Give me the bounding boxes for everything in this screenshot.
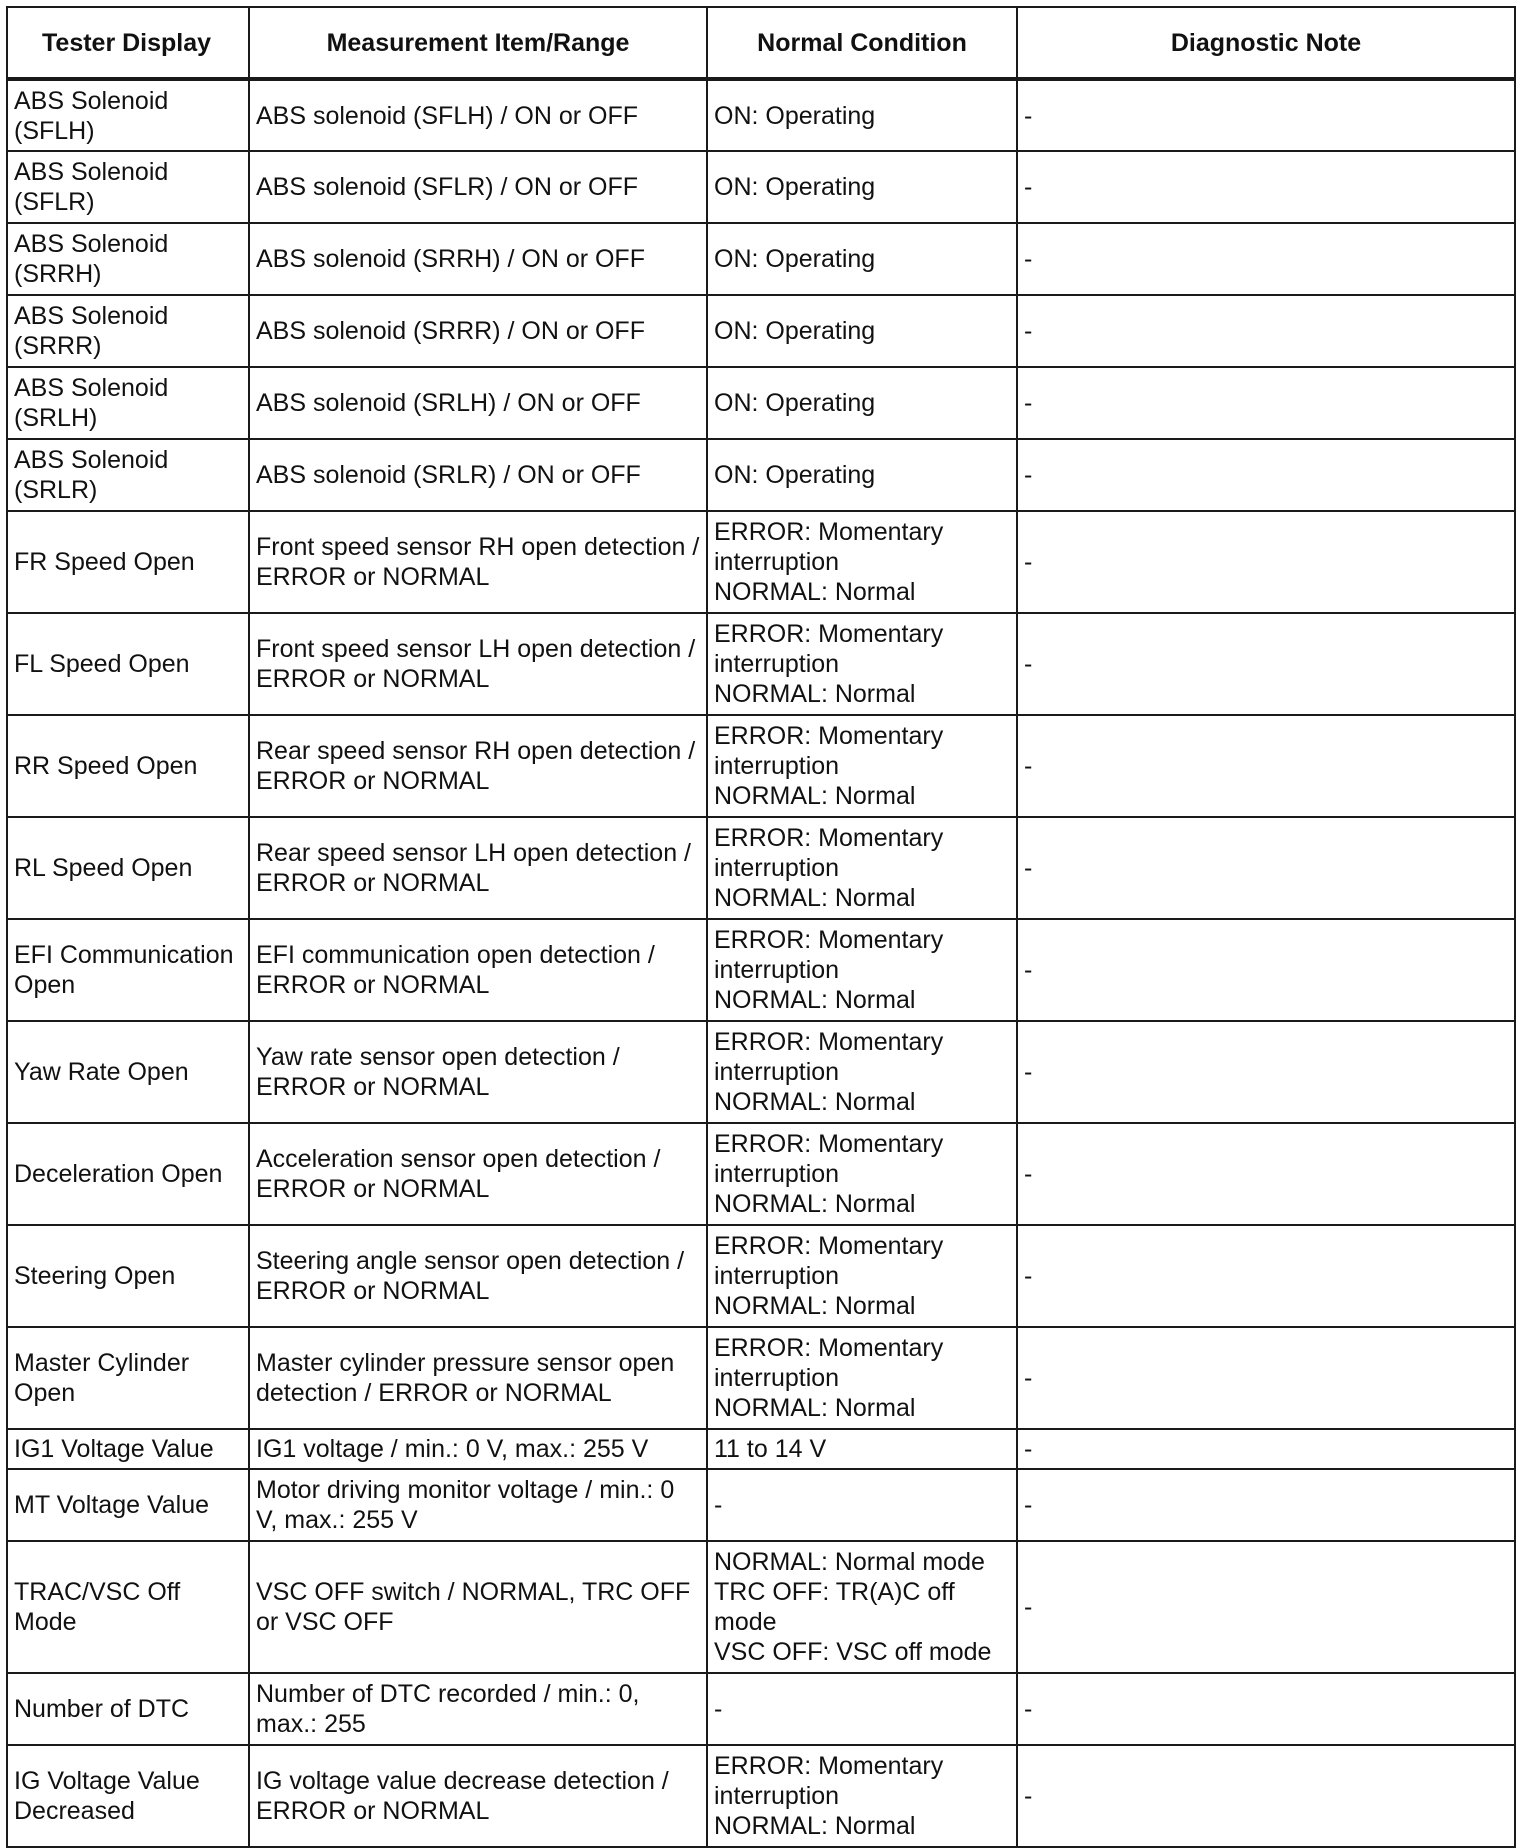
- cell-measurement-item: EFI communication open detection / ERROR or NORMAL: [249, 919, 707, 1021]
- table-row: [7, 1541, 1515, 1673]
- cell-measurement-item: Motor driving monitor voltage / min.: 0 V, max.: 255 V: [249, 1469, 707, 1541]
- cell-diagnostic-note: -: [1017, 919, 1515, 1021]
- table-row: [7, 511, 1515, 613]
- cell-diagnostic-note: -: [1017, 1469, 1515, 1541]
- table-row: [7, 367, 1515, 439]
- cell-diagnostic-note: -: [1017, 1123, 1515, 1225]
- table-row: [7, 439, 1515, 511]
- cell-tester-display: TRAC/VSC Off Mode: [7, 1541, 249, 1673]
- cell-measurement-item: ABS solenoid (SRRH) / ON or OFF: [249, 223, 707, 295]
- table-row: [7, 613, 1515, 715]
- cell-diagnostic-note: -: [1017, 511, 1515, 613]
- header-normal-condition: Normal Condition: [707, 7, 1017, 79]
- table-row: [7, 817, 1515, 919]
- table-row: [7, 295, 1515, 367]
- cell-normal-condition: ERROR: Momentary interruption NORMAL: Normal: [707, 1225, 1017, 1327]
- cell-diagnostic-note: -: [1017, 1327, 1515, 1429]
- cell-measurement-item: Rear speed sensor LH open detection / ERROR or NORMAL: [249, 817, 707, 919]
- cell-measurement-item: Number of DTC recorded / min.: 0, max.: 255: [249, 1673, 707, 1745]
- cell-tester-display: Yaw Rate Open: [7, 1021, 249, 1123]
- cell-tester-display: IG1 Voltage Value: [7, 1429, 249, 1469]
- cell-tester-display: FL Speed Open: [7, 613, 249, 715]
- cell-measurement-item: VSC OFF switch / NORMAL, TRC OFF or VSC OFF: [249, 1541, 707, 1673]
- table-row: [7, 1225, 1515, 1327]
- cell-normal-condition: ON: Operating: [707, 151, 1017, 223]
- table-row: [7, 715, 1515, 817]
- table-body: [7, 79, 1515, 1847]
- cell-diagnostic-note: -: [1017, 1021, 1515, 1123]
- cell-tester-display: Deceleration Open: [7, 1123, 249, 1225]
- table-row: [7, 151, 1515, 223]
- data-list-page: [6, 6, 1514, 1848]
- cell-tester-display: FR Speed Open: [7, 511, 249, 613]
- cell-tester-display: IG Voltage Value Decreased: [7, 1745, 249, 1847]
- table-row: [7, 1469, 1515, 1541]
- cell-measurement-item: IG1 voltage / min.: 0 V, max.: 255 V: [249, 1429, 707, 1469]
- table-header: [7, 7, 1515, 79]
- cell-tester-display: ABS Solenoid (SRRR): [7, 295, 249, 367]
- cell-normal-condition: ERROR: Momentary interruption NORMAL: Normal: [707, 715, 1017, 817]
- table-row: [7, 1327, 1515, 1429]
- table-row: [7, 79, 1515, 151]
- cell-diagnostic-note: -: [1017, 367, 1515, 439]
- cell-measurement-item: IG voltage value decrease detection / ERROR or NORMAL: [249, 1745, 707, 1847]
- header-tester-display: Tester Display: [7, 7, 249, 79]
- cell-diagnostic-note: -: [1017, 439, 1515, 511]
- cell-normal-condition: ERROR: Momentary interruption NORMAL: Normal: [707, 1021, 1017, 1123]
- cell-tester-display: ABS Solenoid (SFLR): [7, 151, 249, 223]
- cell-tester-display: EFI Communication Open: [7, 919, 249, 1021]
- cell-diagnostic-note: -: [1017, 79, 1515, 151]
- cell-tester-display: ABS Solenoid (SRLH): [7, 367, 249, 439]
- cell-tester-display: RR Speed Open: [7, 715, 249, 817]
- cell-normal-condition: ERROR: Momentary interruption NORMAL: Normal: [707, 1745, 1017, 1847]
- cell-normal-condition: ERROR: Momentary interruption NORMAL: Normal: [707, 1123, 1017, 1225]
- cell-measurement-item: ABS solenoid (SFLR) / ON or OFF: [249, 151, 707, 223]
- cell-diagnostic-note: -: [1017, 715, 1515, 817]
- cell-normal-condition: ERROR: Momentary interruption NORMAL: Normal: [707, 511, 1017, 613]
- cell-tester-display: ABS Solenoid (SRRH): [7, 223, 249, 295]
- cell-normal-condition: ERROR: Momentary interruption NORMAL: Normal: [707, 817, 1017, 919]
- cell-tester-display: Number of DTC: [7, 1673, 249, 1745]
- cell-normal-condition: ERROR: Momentary interruption NORMAL: Normal: [707, 613, 1017, 715]
- cell-diagnostic-note: -: [1017, 1673, 1515, 1745]
- cell-tester-display: ABS Solenoid (SRLR): [7, 439, 249, 511]
- cell-tester-display: RL Speed Open: [7, 817, 249, 919]
- cell-measurement-item: Front speed sensor RH open detection / ERROR or NORMAL: [249, 511, 707, 613]
- cell-measurement-item: ABS solenoid (SFLH) / ON or OFF: [249, 79, 707, 151]
- header-diagnostic-note: Diagnostic Note: [1017, 7, 1515, 79]
- cell-normal-condition: 11 to 14 V: [707, 1429, 1017, 1469]
- cell-normal-condition: -: [707, 1673, 1017, 1745]
- header-row: [7, 7, 1515, 79]
- cell-tester-display: ABS Solenoid (SFLH): [7, 79, 249, 151]
- cell-measurement-item: Front speed sensor LH open detection / ERROR or NORMAL: [249, 613, 707, 715]
- cell-measurement-item: ABS solenoid (SRRR) / ON or OFF: [249, 295, 707, 367]
- cell-normal-condition: ON: Operating: [707, 367, 1017, 439]
- cell-measurement-item: Acceleration sensor open detection / ERROR or NORMAL: [249, 1123, 707, 1225]
- table-row: [7, 1123, 1515, 1225]
- cell-normal-condition: ERROR: Momentary interruption NORMAL: Normal: [707, 1327, 1017, 1429]
- table-row: [7, 1673, 1515, 1745]
- cell-normal-condition: ON: Operating: [707, 295, 1017, 367]
- cell-measurement-item: ABS solenoid (SRLH) / ON or OFF: [249, 367, 707, 439]
- cell-normal-condition: ON: Operating: [707, 79, 1017, 151]
- cell-measurement-item: Steering angle sensor open detection / ERROR or NORMAL: [249, 1225, 707, 1327]
- cell-diagnostic-note: -: [1017, 1225, 1515, 1327]
- cell-diagnostic-note: -: [1017, 1541, 1515, 1673]
- cell-measurement-item: Master cylinder pressure sensor open detection / ERROR or NORMAL: [249, 1327, 707, 1429]
- cell-diagnostic-note: -: [1017, 1429, 1515, 1469]
- cell-normal-condition: ON: Operating: [707, 223, 1017, 295]
- data-list-table: [6, 6, 1516, 1848]
- cell-diagnostic-note: -: [1017, 1745, 1515, 1847]
- table-row: [7, 1021, 1515, 1123]
- header-measurement-item: Measurement Item/Range: [249, 7, 707, 79]
- cell-diagnostic-note: -: [1017, 223, 1515, 295]
- cell-tester-display: Steering Open: [7, 1225, 249, 1327]
- table-row: [7, 223, 1515, 295]
- table-row: [7, 1429, 1515, 1469]
- cell-measurement-item: Yaw rate sensor open detection / ERROR or NORMAL: [249, 1021, 707, 1123]
- cell-normal-condition: NORMAL: Normal mode TRC OFF: TR(A)C off mode VSC OFF: VSC off mode: [707, 1541, 1017, 1673]
- cell-tester-display: MT Voltage Value: [7, 1469, 249, 1541]
- cell-normal-condition: ERROR: Momentary interruption NORMAL: Normal: [707, 919, 1017, 1021]
- cell-measurement-item: ABS solenoid (SRLR) / ON or OFF: [249, 439, 707, 511]
- cell-measurement-item: Rear speed sensor RH open detection / ERROR or NORMAL: [249, 715, 707, 817]
- cell-diagnostic-note: -: [1017, 295, 1515, 367]
- cell-diagnostic-note: -: [1017, 817, 1515, 919]
- table-row: [7, 919, 1515, 1021]
- cell-diagnostic-note: -: [1017, 151, 1515, 223]
- cell-normal-condition: ON: Operating: [707, 439, 1017, 511]
- cell-diagnostic-note: -: [1017, 613, 1515, 715]
- cell-normal-condition: -: [707, 1469, 1017, 1541]
- cell-tester-display: Master Cylinder Open: [7, 1327, 249, 1429]
